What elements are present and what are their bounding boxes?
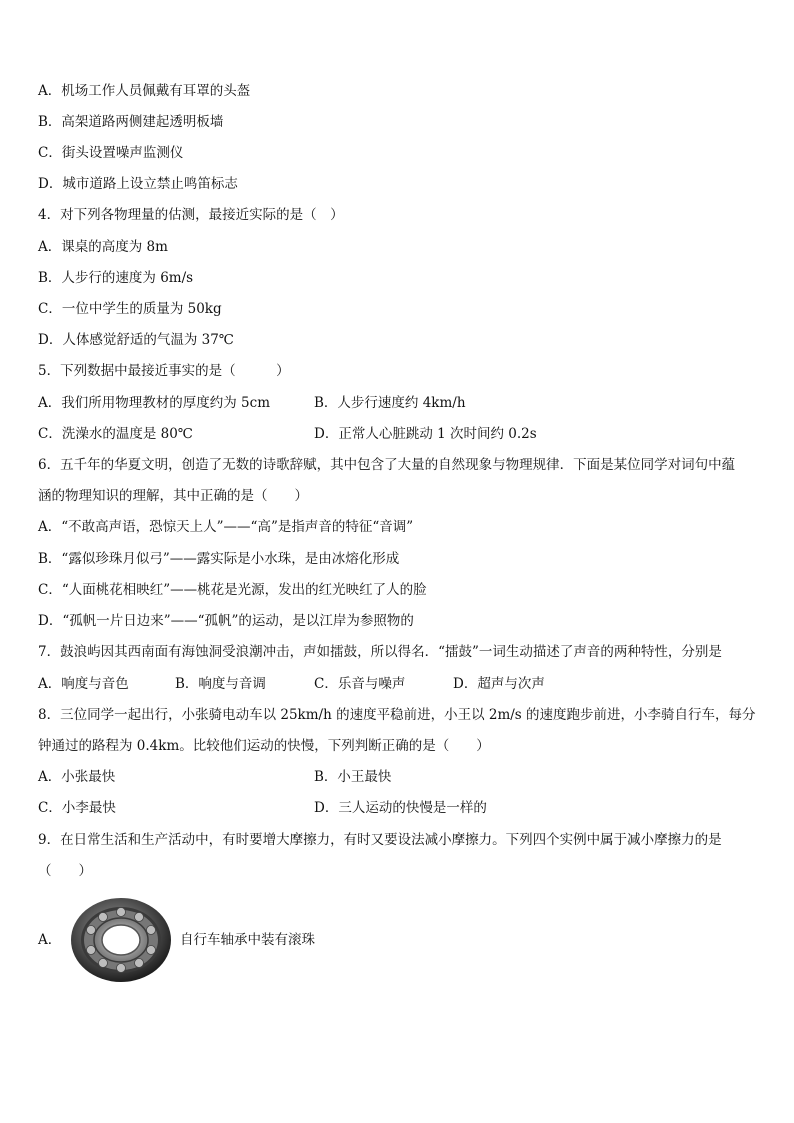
q5-stem: 5．下列数据中最接近事实的是（ ）: [38, 363, 290, 379]
q5-option-c: C．洗澡水的温度是 80℃: [38, 426, 193, 442]
q3-option-c: C．街头设置噪声监测仪: [38, 145, 184, 161]
q3-option-b: B．高架道路两侧建起透明板墙: [38, 114, 224, 130]
q6-option-a: A．“不敢高声语，恐惊天上人”——“高”是指声音的特征“音调”: [38, 519, 414, 535]
q4-option-d: D．人体感觉舒适的气温为 37℃: [38, 332, 234, 348]
q8-option-d: D．三人运动的快慢是一样的: [314, 800, 487, 816]
q4-option-b: B．人步行的速度为 6m/s: [38, 270, 194, 286]
q9-option-a-label: A．: [38, 932, 62, 948]
q9-option-a-caption: 自行车轴承中装有滚珠: [180, 932, 315, 948]
q7-option-c: C．乐音与噪声: [314, 676, 406, 692]
q6-option-c: C．“人面桃花相映红”——桃花是光源，发出的红光映红了人的脸: [38, 582, 427, 598]
q4-stem: 4．对下列各物理量的估测，最接近实际的是（ ）: [38, 207, 344, 223]
q6-option-b: B．“露似珍珠月似弓”——露实际是小水珠，是由冰熔化形成: [38, 551, 400, 567]
q6-option-d: D．“孤帆一片日边来”——“孤帆”的运动，是以江岸为参照物的: [38, 613, 414, 629]
q7-option-b: B．响度与音调: [175, 676, 266, 692]
q3-option-d: D．城市道路上设立禁止鸣笛标志: [38, 176, 238, 192]
q8-option-b: B．小王最快: [314, 769, 392, 785]
q9-stem-line2: （ ）: [38, 863, 92, 879]
q4-option-a: A．课桌的高度为 8m: [38, 239, 168, 255]
q4-option-c: C．一位中学生的质量为 50kg: [38, 301, 222, 317]
q7-option-a: A．响度与音色: [38, 676, 129, 692]
q7-option-d: D．超声与次声: [453, 676, 545, 692]
ball-bearing-image: [68, 895, 174, 985]
q7-stem: 7．鼓浪屿因其西南面有海蚀洞受浪潮冲击，声如擂鼓，所以得名．“擂鼓”一词生动描述了声音的两种特性，分别是: [38, 644, 722, 660]
q5-option-d: D．正常人心脏跳动 1 次时间约 0.2s: [314, 426, 537, 442]
ball-bearing-icon: [68, 895, 174, 985]
q8-option-c: C．小李最快: [38, 800, 116, 816]
q8-stem-line1: 8．三位同学一起出行，小张骑电动车以 25km/h 的速度平稳前进，小王以 2m/s 的速度跑步前进，小李骑自行车，每分: [38, 707, 756, 723]
q9-stem-line1: 9．在日常生活和生产活动中，有时要增大摩擦力，有时又要设法减小摩擦力。下列四个实例中属于减小摩擦力的是: [38, 832, 722, 848]
q6-stem-line2: 涵的物理知识的理解，其中正确的是（ ）: [38, 488, 308, 504]
q5-option-a: A．我们所用物理教材的厚度约为 5cm: [38, 395, 270, 411]
q3-option-a: A．机场工作人员佩戴有耳罩的头盔: [38, 83, 251, 99]
q8-stem-line2: 钟通过的路程为 0.4km。比较他们运动的快慢，下列判断正确的是（ ）: [38, 738, 490, 754]
q6-stem-line1: 6．五千年的华夏文明，创造了无数的诗歌辞赋，其中包含了大量的自然现象与物理规律．下面是某位同学对词句中蕴: [38, 457, 736, 473]
q5-option-b: B．人步行速度约 4km/h: [314, 395, 466, 411]
q8-option-a: A．小张最快: [38, 769, 116, 785]
